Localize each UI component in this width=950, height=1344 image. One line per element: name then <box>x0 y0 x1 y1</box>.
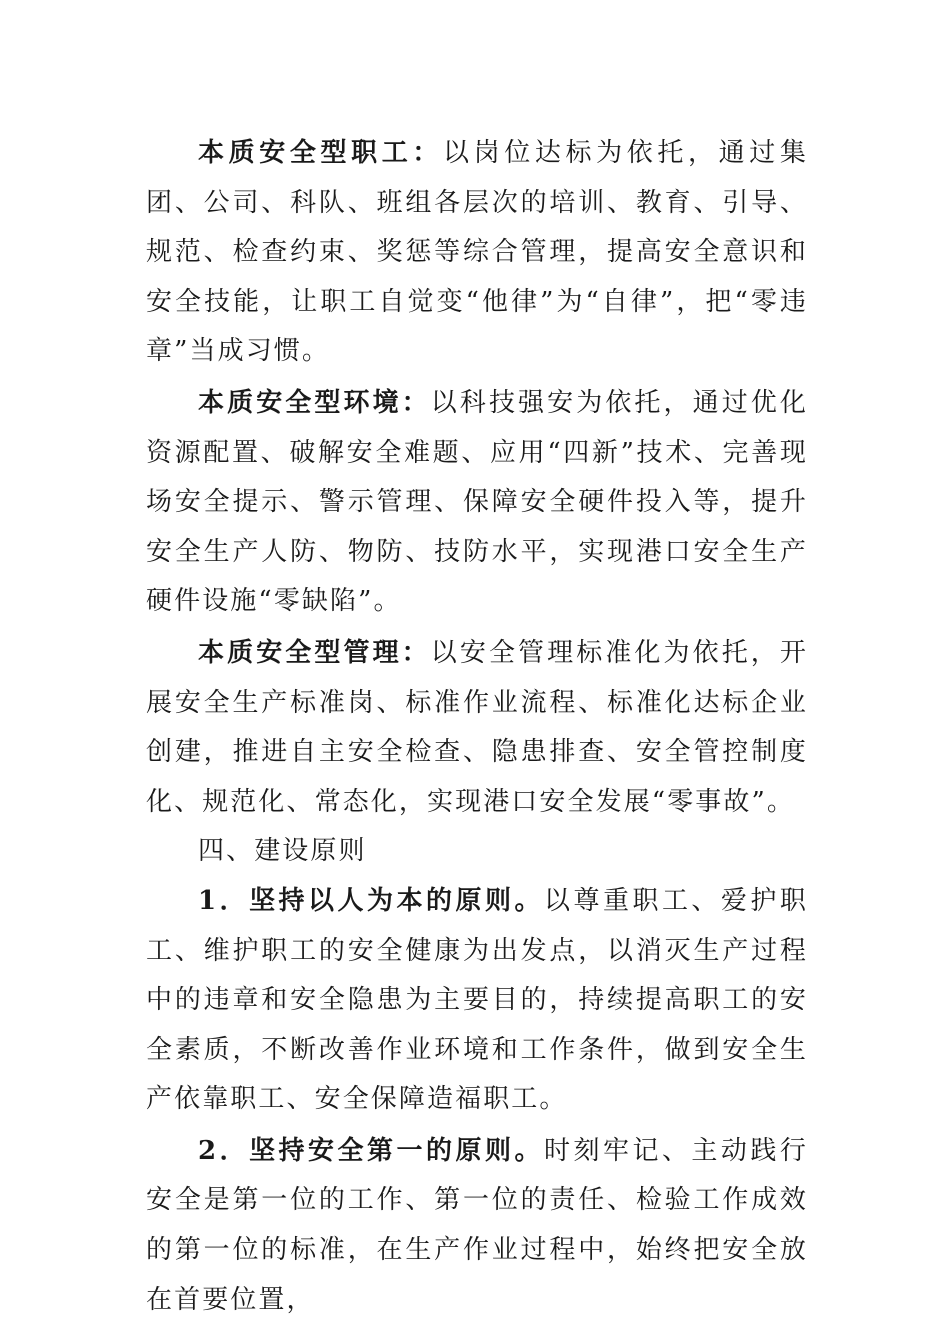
principle-1 <box>146 877 808 1125</box>
paragraph-staff <box>146 129 808 377</box>
principle-text: 以尊重职工、爱护职工、维护职工的安全健康为出发点，以消灭生产过程中的违章和安全隐患为主要目的，持续提高职工的安全素质，不断改善作业环境和工作条件，做到安全生产依靠职工、安全保障造福职工。 <box>146 885 809 1115</box>
paragraph-management <box>146 629 808 827</box>
document-body <box>146 129 808 1325</box>
principle-lead: 1．坚持以人为本的原则。 <box>198 885 544 916</box>
principle-2 <box>146 1127 808 1325</box>
paragraph-text: 以科技强安为依托，通过优化资源配置、破解安全难题、应用“四新”技术、完善现场安全提示、警示管理、保障安全硬件投入等，提升安全生产人防、物防、技防水平，实现港口安全生产硬件设施“零缺陷”。 <box>146 387 808 617</box>
paragraph-text: 以安全管理标准化为依托，开展安全生产标准岗、标准作业流程、标准化达标企业创建，推进自主安全检查、隐患排查、安全管控制度化、规范化、常态化，实现港口安全发展“零事故”。 <box>146 637 808 817</box>
paragraph-lead: 本质安全型环境： <box>198 387 431 418</box>
section-heading: 四、建设原则 <box>198 836 367 867</box>
paragraph-environment <box>146 379 808 627</box>
paragraph-lead: 本质安全型管理： <box>198 637 431 668</box>
paragraph-text: 以岗位达标为依托，通过集团、公司、科队、班组各层次的培训、教育、引导、规范、检查约束、奖惩等综合管理，提高安全意识和安全技能，让职工自觉变“他律”为“自律”，把“零违章”当成习惯。 <box>146 138 808 367</box>
paragraph-lead: 本质安全型职工： <box>198 138 444 168</box>
principle-lead: 2．坚持安全第一的原则。 <box>198 1135 544 1166</box>
principle-text: 时刻牢记、主动践行安全是第一位的工作、第一位的责任、检验工作成效的第一位的标准，在生产作业过程中，始终把安全放在首要位置， <box>146 1135 809 1315</box>
